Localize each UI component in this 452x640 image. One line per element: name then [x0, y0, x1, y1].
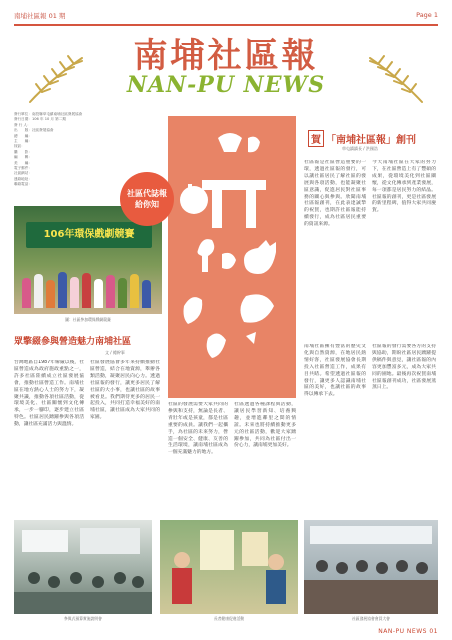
main-photo-caption: 圖：社區參加環保戲劇競賽 [65, 317, 111, 322]
sub-article-title [308, 130, 416, 147]
photo-banner: 106年環保戲劇競賽 [26, 222, 152, 248]
person-figure [142, 280, 151, 308]
person-figure [70, 277, 79, 308]
credit-line: 總 編： [14, 133, 32, 138]
person-figure [94, 279, 103, 308]
photo-elders [160, 520, 298, 614]
main-article-title: 眾擎綴參與營造魅力南埔社區 [14, 337, 132, 347]
credit-line: 出 版：社區發展協會 [14, 128, 54, 133]
issue-label: 南埔社區報 01 期 [14, 11, 66, 20]
assembly-scene [304, 520, 438, 614]
masthead-title: 南埔社區報 [133, 36, 319, 76]
credit-line: 發行日期：106 年 10 月 第二期 [14, 117, 66, 122]
eggplant-icon [184, 297, 203, 324]
credit-line: 編 輯： [14, 155, 32, 160]
badge-line-2: 給你知 [135, 200, 159, 209]
illustration-panel [168, 116, 296, 398]
produce-illustration [168, 116, 296, 398]
broccoli-icon [240, 294, 274, 322]
photo-assembly [304, 520, 438, 614]
tree-table-icon [202, 180, 266, 228]
masthead-subtitle: NAN-PU NEWS [126, 72, 326, 98]
credit-line: 連絡地址： [14, 176, 32, 181]
main-article-col-4: 社區透過各種課程與活動，讓居民學習新知、培養興趣，並增進鄰里之間的情誼。未來也將持續推動更多元的社區活動，歡迎大家踴躍參加，共同為社區付出一份心力，讓南埔更加美好。 [234, 402, 296, 449]
credit-line: 社區網站： [14, 171, 32, 176]
pineapple-icon [244, 240, 276, 274]
credit-line: 聯絡電話： [14, 182, 32, 187]
person-figure [130, 274, 139, 308]
person-figure [58, 272, 67, 308]
photo-meeting [14, 520, 152, 614]
person-figure [106, 275, 115, 308]
sub-article-col-4: 社區報的發行需要各方的支持與協助，期盼社區居民踴躍提供稿件與意見，讓社區報的內容更加豐富多元，成為大家共同的園地。最後再次祝賀南埔社區報創刊成功，社區發展蒸蒸日上。 [372, 344, 436, 391]
meeting-scene [14, 520, 152, 614]
credit-line: 美 編： [14, 160, 32, 165]
radish-icon [207, 333, 226, 358]
sub-article-col-2: 今天南埔社區在大家的努力下，在社區營造上有了豐碩的成果，從環境美化到社區關懷，從文化傳承到產業發展，每一項都是居民努力的結晶。社區報的創刊，更是社區發展的新里程碑，值得大家共同慶賀。 [372, 160, 436, 214]
person-figure [46, 280, 55, 308]
photo-assembly-caption: 社區發展協會會員大會 [352, 616, 390, 621]
person-figure [118, 278, 127, 308]
tomato-icon [218, 133, 242, 152]
garlic-icon [222, 253, 236, 269]
person-figure [22, 278, 31, 308]
congrats-mark: 賀 [308, 130, 324, 147]
mushroom-icon [198, 239, 215, 272]
credit-line: 發 行 人： [14, 122, 31, 127]
publication-credits [14, 112, 132, 188]
credit-line: 攝 影： [14, 149, 32, 154]
page-footer: NAN-PU NEWS 01 [378, 628, 438, 635]
credit-line: 主 編： [14, 139, 32, 144]
sub-article-byline: 草屯鎮鎮長 / 洪國浩 [342, 146, 378, 151]
photo-meeting-caption: 參與式預算實施說明會 [64, 616, 102, 621]
sub-article-col-1: 社區報是社區營造重要的一環，透過社區報的發行，可以讓社區居民了解社區的發展與各項活動，也能凝聚社區意識，促進居民對社區事務的關心與參與。欣聞南埔社區報創刊，在此表達誠摯的祝賀，也期許社區報能持續發行，成為社區居民重要的資訊來源。 [304, 160, 366, 228]
main-article-col-2: 社區發展協會多年來持續推動社區營造，結合在地資源，舉辦各類活動，凝聚居民向心力。透過社區報的發行，讓更多居民了解社區的大小事，也讓社區的故事被看見。我們期待更多的居民一起投入，共同打造幸福美好的南埔社區，讓社區成為大家共同的家園。 [90, 360, 160, 421]
photo-elders-caption: 長者健康促進活動 [213, 616, 245, 621]
credit-line: 發行單位：南投縣草屯鎮南埔社區發展協會 [14, 112, 83, 116]
main-article-col-3: 社區的發展需要大家共同的參與和支持，無論是長者、青壯年或是孩童，都是社區重要的成員。讓我們一起攜手，為社區的未來努力，營造一個安全、健康、友善的生活環境，讓南埔社區成為一個充滿魅力的地方。 [168, 402, 228, 456]
person-figure [82, 273, 91, 308]
sub-article-col-3: 南埔社區擁有豐富的歷史文化與自然資源，在地居民熱情好客，社區發展協會長期投入社區營造工作，成果有目共睹。希望透過社區報的發行，讓更多人認識南埔社區的美好，也讓社區的故事得以傳承下去。 [304, 344, 366, 398]
credit-line: 採訪： [14, 144, 25, 149]
elders-scene [160, 520, 298, 614]
credit-line: 電子郵件： [14, 166, 32, 171]
corn-icon [246, 332, 256, 344]
main-article-col-1: 台灣地區自1987年解嚴以後，社區營造成為政府施政重點之一，許多社區陸續成立社區發展協會，推動社區營造工作。南埔社區在地方熱心人士的努力下，凝聚共識，推動各項社區活動，從環境美化、社區關懷到文化傳承，一步一腳印，逐步建立社區特色。社區居民踴躍參與各項活動，讓社區充滿活力與溫情。 [14, 360, 84, 428]
page-number: Page 1 [416, 11, 438, 19]
masthead [0, 28, 452, 110]
sub-article-title-text: 「南埔社區報」創刊 [326, 135, 416, 146]
header-rule [14, 24, 438, 26]
leaf-icon [248, 137, 260, 153]
onion-icon [180, 186, 208, 214]
people-group [18, 268, 158, 308]
community-badge [120, 172, 174, 226]
main-article-byline: 文 / 總幹事 [105, 350, 125, 355]
person-figure [34, 274, 43, 308]
page-header [14, 8, 438, 22]
badge-line-1: 社區代誌報 [127, 189, 167, 198]
